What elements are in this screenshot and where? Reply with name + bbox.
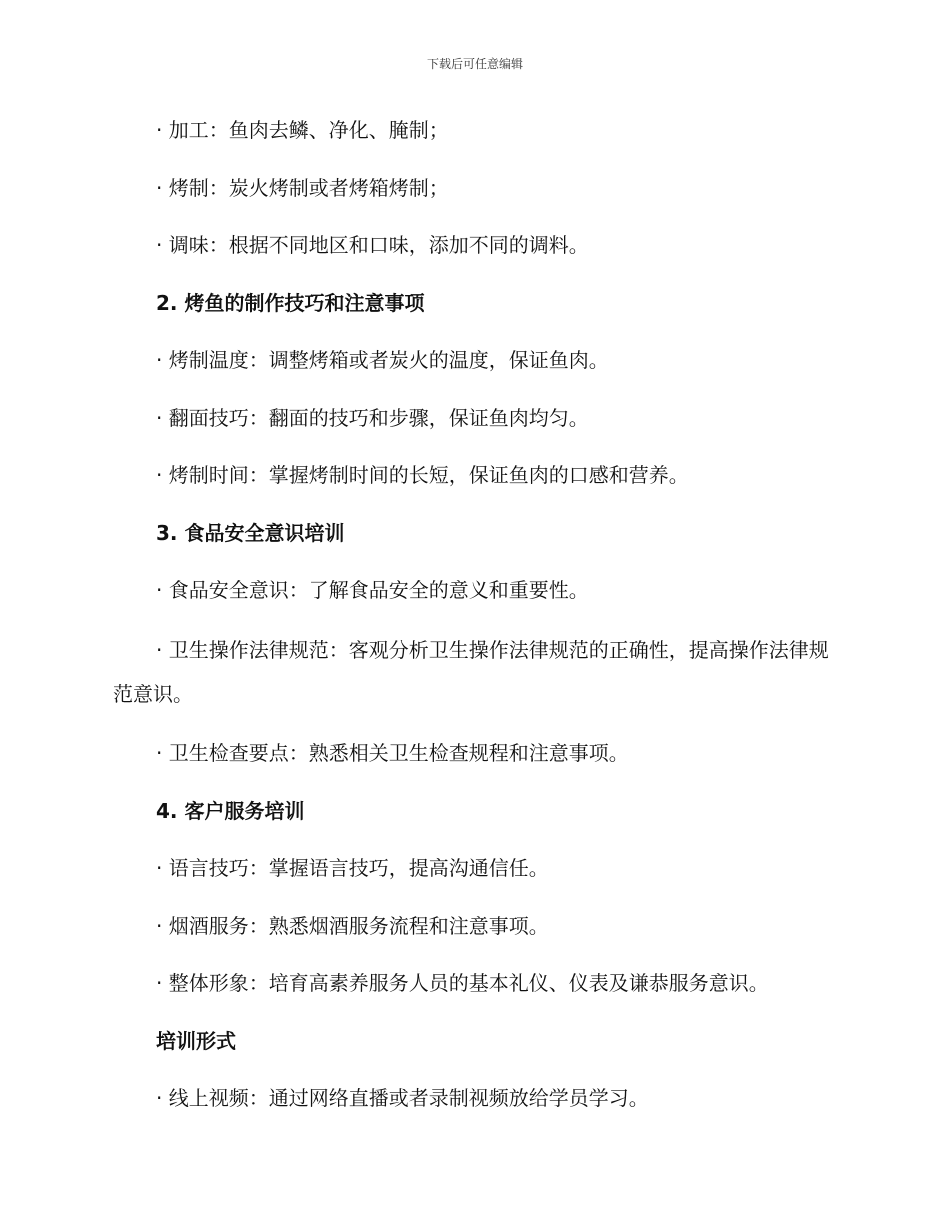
page-header: 下载后可任意编辑 bbox=[426, 57, 523, 71]
bullet-seasoning: · 调味：根据不同地区和口味，添加不同的调料。 bbox=[156, 233, 589, 257]
bullet-hygiene-inspection: · 卫生检查要点：熟悉相关卫生检查规程和注意事项。 bbox=[156, 741, 629, 765]
bullet-tobacco-wine-service: · 烟酒服务：熟悉烟酒服务流程和注意事项。 bbox=[156, 913, 549, 938]
bullet-processing: · 加工：鱼肉去鳞、净化、腌制； bbox=[156, 118, 449, 142]
bullet-language-skills: · 语言技巧：掌握语言技巧，提高沟通信任。 bbox=[156, 856, 549, 880]
bullet-overall-image: · 整体形象：培育高素养服务人员的基本礼仪、仪表及谦恭服务意识。 bbox=[156, 971, 769, 995]
bullet-roast-temperature: · 烤制温度：调整烤箱或者炭火的温度，保证鱼肉。 bbox=[156, 348, 609, 372]
section-heading-training-format: 培训形式 bbox=[156, 1028, 236, 1053]
bullet-hygiene-regulations: · 卫生操作法律规范：客观分析卫生操作法律规范的正确性，提高操作法律规范意识。 bbox=[113, 637, 829, 706]
section-heading-2: 2. 烤鱼的制作技巧和注意事项 bbox=[156, 290, 425, 315]
bullet-roast-time: · 烤制时间：掌握烤制时间的长短，保证鱼肉的口感和营养。 bbox=[156, 463, 689, 487]
bullet-roasting: · 烤制：炭火烤制或者烤箱烤制； bbox=[156, 175, 449, 200]
section-heading-4: 4. 客户服务培训 bbox=[156, 798, 305, 823]
bullet-flip-technique: · 翻面技巧：翻面的技巧和步骤，保证鱼肉均匀。 bbox=[156, 405, 589, 430]
section-heading-3: 3. 食品安全意识培训 bbox=[156, 520, 345, 545]
bullet-food-safety-awareness: · 食品安全意识：了解食品安全的意义和重要性。 bbox=[156, 578, 589, 602]
bullet-online-video: · 线上视频：通过网络直播或者录制视频放给学员学习。 bbox=[156, 1086, 649, 1110]
document-body bbox=[113, 110, 838, 1136]
